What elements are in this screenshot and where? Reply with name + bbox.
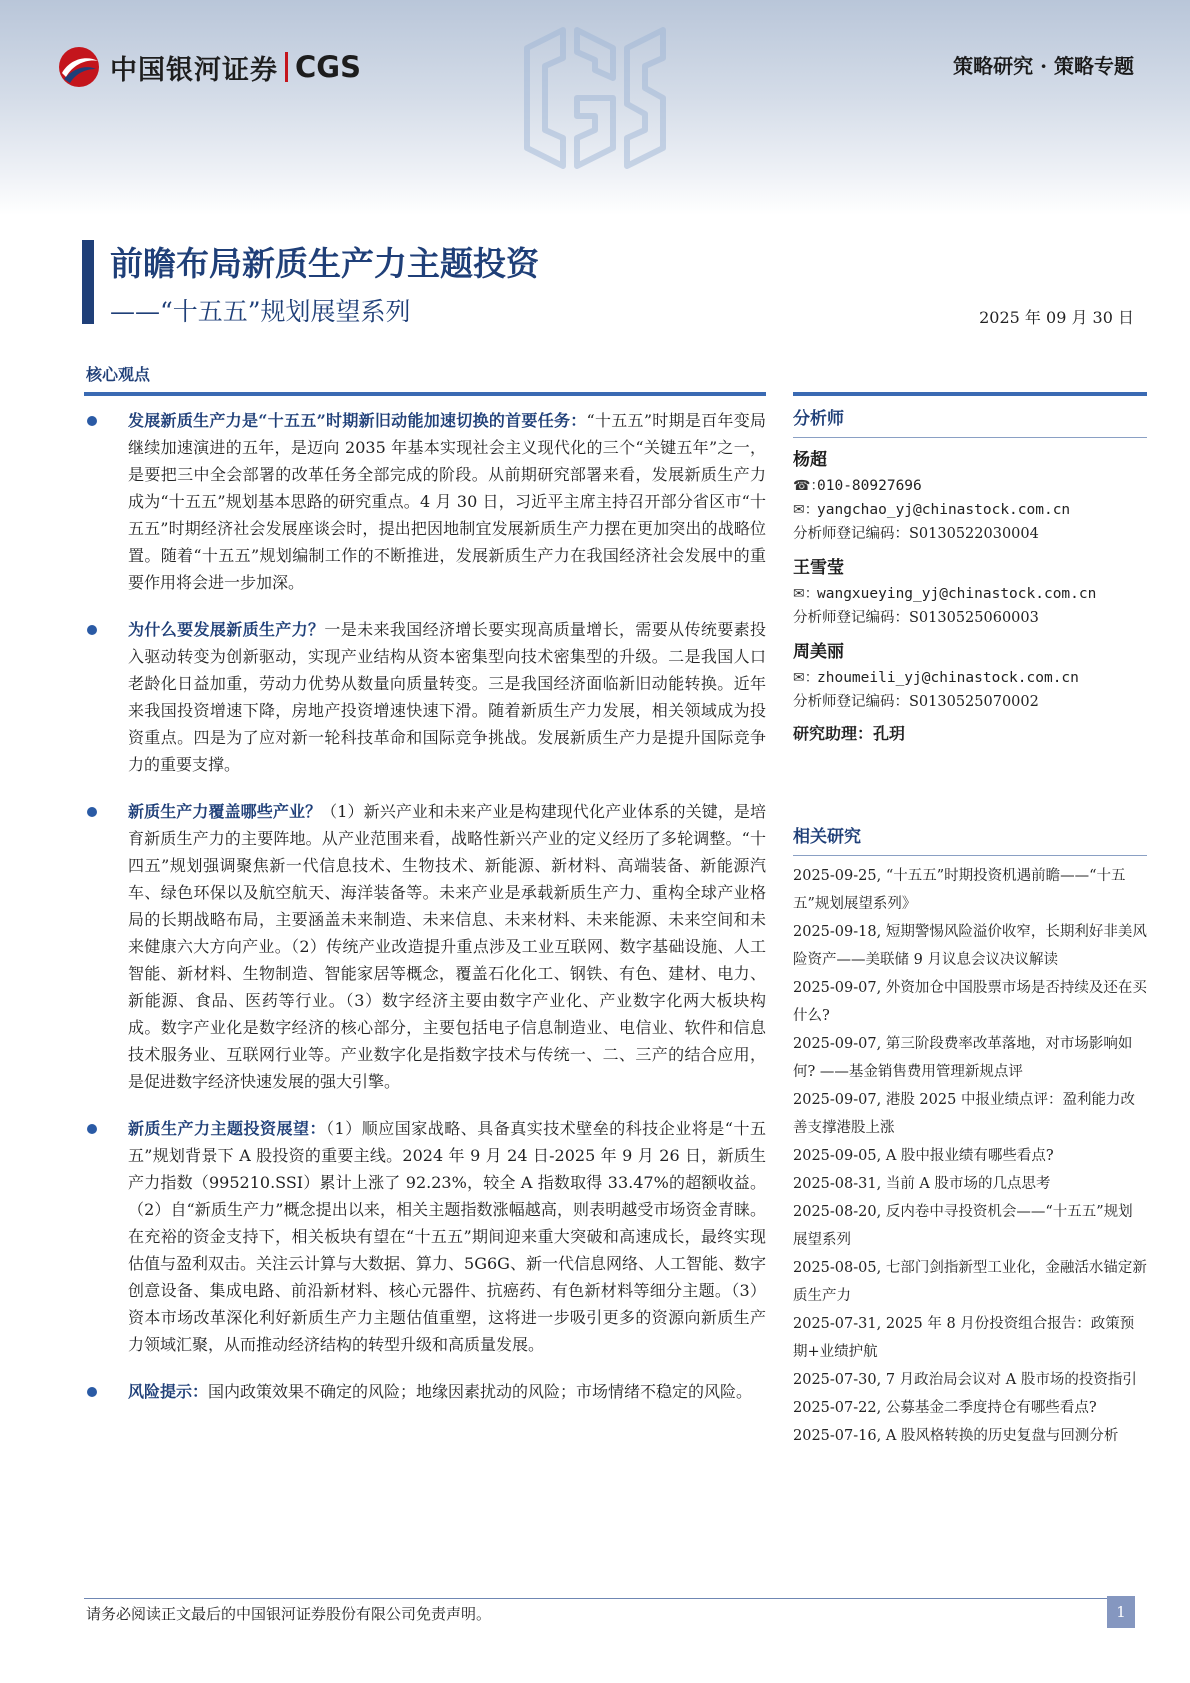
core-bullet [84, 798, 766, 1095]
report-category: 策略研究 · 策略专题 [953, 54, 1134, 78]
core-views-label: 核心观点 [86, 365, 151, 384]
report-title: 前瞻布局新质生产力主题投资 [110, 244, 539, 283]
footer-disclaimer: 请务必阅读正文最后的中国银河证券股份有限公司免责声明。 [86, 1605, 492, 1623]
bullet-dot-icon [87, 416, 97, 426]
related-item[interactable]: 2025-08-31, 当前 A 股市场的几点思考 [793, 1176, 1051, 1192]
bullet-body: （1）新兴产业和未来产业是构建现代化产业体系的关键，是培育新质生产力的主要阵地。从产业范围来看，战略性新兴产业的定义经历了多轮调整。“十四五”规划强调聚焦新一代信息技术、生物技术、新能源、新材料、高端装备、新能源汽车、绿色环保以及航空航天、海洋装备等。未来产业是承载新质生产力、重构全球产业格局的长期战略布局，主要涵盖未来制造、未来信息、未来材料、未来能源、未来空间和未来健康六大方向产业。（2）传统产业改造提升重点涉及工业互联网、数字基础设施、人工智能、新材料、生物制造、智能家居等概念，覆盖石化化工、钢铁、有色、建材、电力、新能源、食品、医药等行业。（3）数字经济主要由数字产业化、产业数字化两大板块构成。数字产业化是数字经济的核心部分，主要包括电子信息制造业、电信业、软件和信息技术服务业、互联网行业等。产业数字化是指数字技术与传统一、二、三产的结合应用，是促进数字经济快速发展的强大引擎。 [128, 802, 766, 1091]
analyst-name: 周美丽 [793, 642, 844, 662]
page-number: 1 [1107, 1596, 1135, 1628]
core-bullet [84, 1115, 766, 1358]
email-link[interactable]: wangxueying_yj@chinastock.com.cn [817, 586, 1097, 602]
related-item[interactable]: 2025-09-05, A 股中报业绩有哪些看点? [793, 1148, 1054, 1164]
analyst-email [793, 666, 1147, 690]
core-bullet [84, 1378, 766, 1405]
bullet-body: 一是未来我国经济增长要实现高质量增长，需要从传统要素投入驱动转变为创新驱动，实现产业结构从资本密集型向技术密集型的升级。二是我国人口老龄化日益加重，劳动力优势从数量向质量转变。三是我国经济面临新旧动能转换。近年来我国投资增速下降，房地产投资增速快速下滑。随着新质生产力发展，相关领域成为投资重点。四是为了应对新一轮科技革命和国际竞争挑战。发展新质生产力是提升国际竞争力的重要支撑。 [128, 620, 766, 774]
analyst-email [793, 498, 1147, 522]
analyst-registration: 分析师登记编码：S0130525070002 [793, 694, 1039, 710]
cgs-watermark-icon [515, 18, 675, 178]
related-item[interactable]: 2025-07-30, 7 月政治局会议对 A 股市场的投资指引 [793, 1372, 1137, 1388]
footer-divider [84, 1598, 1134, 1599]
email-link[interactable]: yangchao_yj@chinastock.com.cn [817, 502, 1071, 518]
related-item[interactable]: 2025-09-07, 外资加仓中国股票市场是否持续及还在买什么? [793, 980, 1147, 1024]
report-subtitle: ——“十五五”规划展望系列 [110, 297, 411, 326]
title-accent-bar [82, 240, 94, 324]
related-item[interactable]: 2025-09-07, 第三阶段费率改革落地，对市场影响如何? ——基金销售费用管理新规点评 [793, 1036, 1133, 1080]
phone-icon: ☎： [793, 478, 825, 494]
related-item[interactable]: 2025-09-18, 短期警惕风险溢价收窄，长期利好非美风险资产——美联储 9 月议息会议决议解读 [793, 924, 1147, 968]
analyst-registration: 分析师登记编码：S0130522030004 [793, 526, 1039, 542]
analyst-name: 杨超 [793, 450, 827, 470]
phone-number: 010-80927696 [817, 478, 922, 494]
bullet-dot-icon [87, 1387, 97, 1397]
related-item[interactable]: 2025-07-31, 2025 年 8 月份投资组合报告：政策预期+业绩护航 [793, 1316, 1135, 1360]
related-list [793, 862, 1147, 1450]
core-bullet [84, 616, 766, 778]
bullet-body: 国内政策效果不确定的风险；地缘因素扰动的风险；市场情绪不稳定的风险。 [208, 1382, 753, 1401]
related-item[interactable]: 2025-07-16, A 股风格转换的历史复盘与回测分析 [793, 1428, 1119, 1444]
related-research-panel [793, 822, 1147, 1450]
bullet-body: （1）顺应国家战略、具备真实技术壁垒的科技企业将是“十五五”规划背景下 A 股投资的重要主线。2024 年 9 月 24 日-2025 年 9 月 26 日，新质生产力指数（995210.SSI）累计上涨了 92.23%，较全 A 指数取得 33.47%的超额收益。（2）自“新质生产力”概念提出以来，相关主题指数涨幅越高，则表明越受市场资金青睐。在充裕的资金支持下，相关板块有望在“十五五”期间迎来重大突破和高速成长，最终实现估值与盈利双击。关注云计算与大数据、算力、5G6G、新一代信息网络、人工智能、数字创意设备、集成电路、前沿新材料、核心元器件、抗癌药、有色新材料等细分主题。（3）资本市场改革深化利好新质生产力主题估值重塑，这将进一步吸引更多的资源向新质生产力领域汇聚，从而推动经济结构的转型升级和高质量发展。 [128, 1119, 766, 1354]
sidebar-divider [793, 392, 1147, 396]
galaxy-logo-icon [56, 45, 102, 89]
bullet-lead: 发展新质生产力是“十五五”时期新旧动能加速切换的首要任务： [128, 411, 587, 430]
related-item[interactable]: 2025-07-22, 公募基金二季度持仓有哪些看点? [793, 1400, 1097, 1416]
bullet-dot-icon [87, 807, 97, 817]
email-icon: ✉： [793, 586, 819, 602]
research-assistant: 研究助理：孔玥 [793, 724, 906, 743]
analyst-email [793, 582, 1147, 606]
analyst-registration: 分析师登记编码：S0130525060003 [793, 610, 1039, 626]
core-views-list [84, 407, 766, 1425]
bullet-dot-icon [87, 625, 97, 635]
related-item[interactable]: 2025-08-05, 七部门剑指新型工业化，金融活水锚定新质生产力 [793, 1260, 1147, 1304]
email-link[interactable]: zhoumeili_yj@chinastock.com.cn [817, 670, 1079, 686]
analyst-phone [793, 474, 1147, 498]
analyst-heading: 分析师 [793, 404, 1147, 438]
email-icon: ✉： [793, 502, 819, 518]
bullet-lead: 为什么要发展新质生产力？ [128, 620, 325, 639]
logo-separator [285, 52, 288, 82]
logo-english-name: CGS [295, 50, 361, 84]
related-item[interactable]: 2025-09-25, “十五五”时期投资机遇前瞻——“十五五”规划展望系列》 [793, 868, 1126, 912]
bullet-lead: 新质生产力主题投资展望： [128, 1119, 327, 1138]
related-item[interactable]: 2025-09-07, 港股 2025 中报业绩点评：盈利能力改善支撑港股上涨 [793, 1092, 1135, 1136]
company-logo [56, 45, 361, 89]
analyst-name: 王雪莹 [793, 558, 844, 578]
related-item[interactable]: 2025-08-20, 反内卷中寻投资机会——“十五五”规划展望系列 [793, 1204, 1133, 1248]
bullet-lead: 新质生产力覆盖哪些产业？ [128, 802, 322, 821]
email-icon: ✉： [793, 670, 819, 686]
analyst-panel [793, 404, 1147, 748]
logo-chinese-name: 中国银河证券 [110, 54, 278, 86]
core-divider [84, 392, 766, 396]
bullet-lead: 风险提示： [128, 1382, 209, 1401]
bullet-dot-icon [87, 1124, 97, 1134]
bullet-body: “十五五”时期是百年变局继续加速演进的五年，是迈向 2035 年基本实现社会主义现代化的三个“关键五年”之一，是要把三中全会部署的改革任务全部完成的阶段。从前期研究部署来看，发展新质生产力成为“十五五”规划基本思路的研究重点。4 月 30 日，习近平主席主持召开部分省区市“十五五”时期经济社会发展座谈会时，提出把因地制宜发展新质生产力摆在更加突出的战略位置。随着“十五五”规划编制工作的不断推进，发展新质生产力在我国经济社会发展中的重要作用将会进一步加深。 [128, 411, 766, 592]
core-bullet [84, 407, 766, 596]
related-heading: 相关研究 [793, 822, 1147, 856]
report-date: 2025 年 09 月 30 日 [979, 308, 1134, 327]
